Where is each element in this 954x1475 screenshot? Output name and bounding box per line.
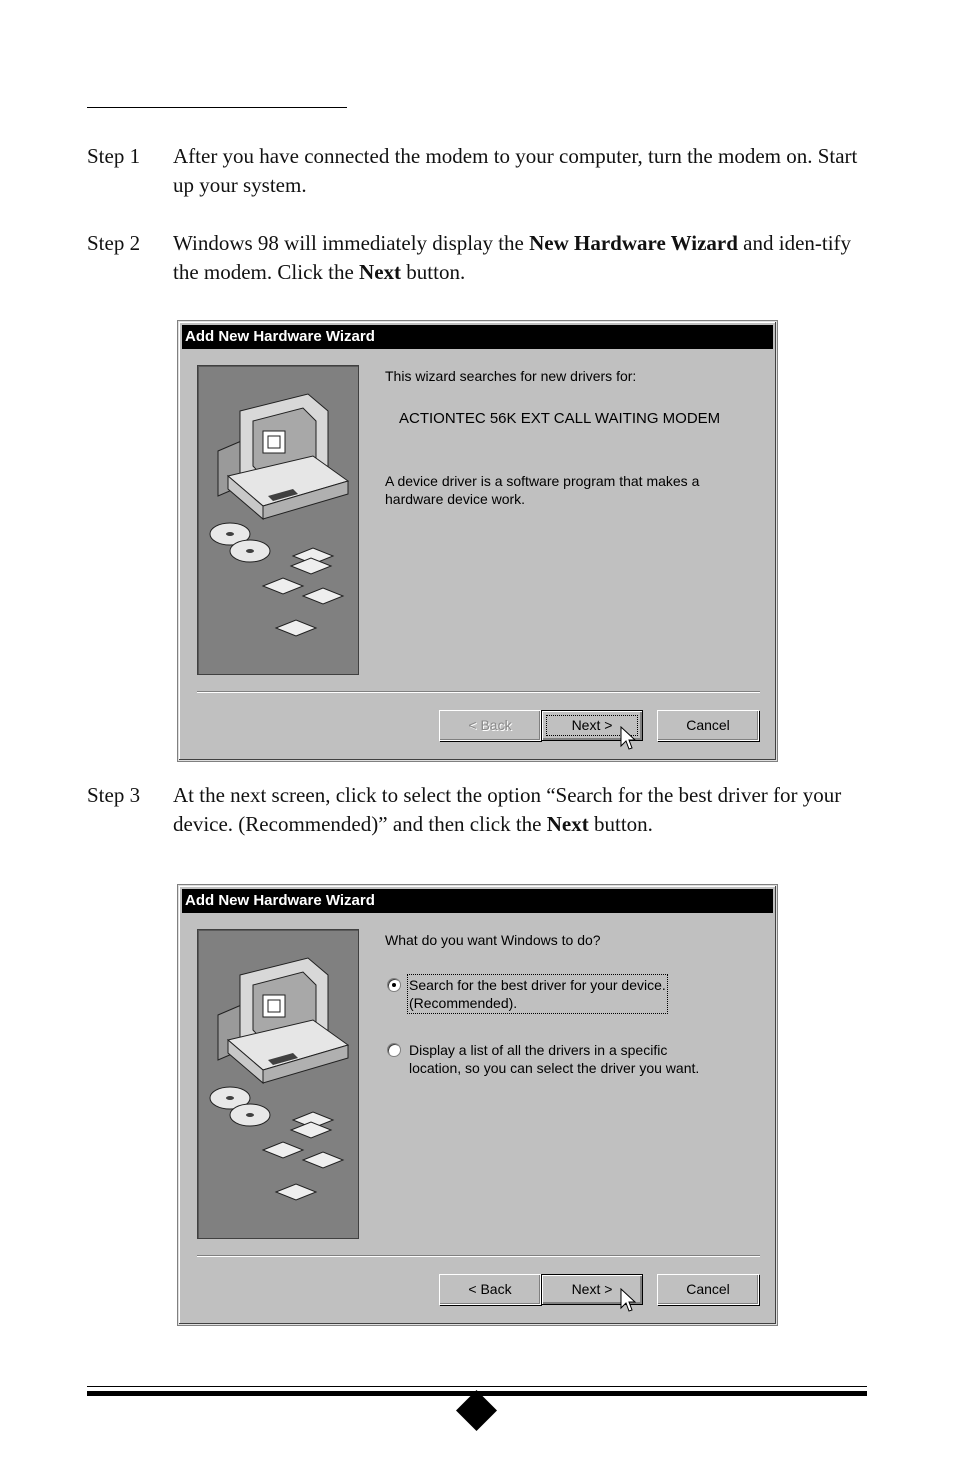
add-hardware-wizard-dialog-1 [178, 321, 777, 761]
diamond-ornament-icon [456, 1390, 497, 1431]
cancel-button[interactable]: Cancel [657, 1274, 759, 1305]
computer-disks-icon [198, 930, 358, 1238]
back-button[interactable]: < Back [439, 1274, 541, 1305]
step-3-text: At the next screen, click to select the option “Search for the best driver for your device. (Recommended)” and then click the Next button. [173, 783, 842, 836]
computer-disks-icon [198, 366, 358, 674]
next-label: Next > [571, 1281, 613, 1297]
footer-rule-thin [87, 1386, 867, 1387]
dialog-separator [197, 691, 760, 693]
dialog-title: Add New Hardware Wizard [182, 325, 773, 349]
cancel-button[interactable]: Cancel [657, 710, 759, 741]
step-1-label: Step 1 [87, 144, 141, 168]
back-button[interactable]: < Back [439, 710, 541, 741]
search-best-driver-label[interactable]: Search for the best driver for your device. (Recommended). [409, 977, 666, 1011]
device-name: ACTIONTEC 56K EXT CALL WAITING MODEM [399, 410, 721, 427]
question-text: What do you want Windows to do? [385, 932, 601, 948]
dialog-title: Add New Hardware Wizard [182, 889, 773, 913]
computer-disks-illustration [197, 929, 359, 1239]
step-3 [87, 781, 867, 839]
step-2 [87, 229, 867, 287]
step-2-text: Windows 98 will immediately display the New Hardware Wizard and iden-tify the modem. Click the Next button. [173, 231, 852, 284]
top-rule [87, 107, 347, 108]
step-2-label: Step 2 [87, 231, 141, 255]
driver-description: A device driver is a software program that makes a hardware device work. [385, 473, 700, 507]
mouse-pointer-icon [620, 726, 636, 752]
step-3-label: Step 3 [87, 783, 141, 807]
add-hardware-wizard-dialog-2 [178, 885, 777, 1325]
computer-disks-illustration [197, 365, 359, 675]
display-list-label[interactable]: Display a list of all the drivers in a specific location, so you can select the driver you want. [409, 1042, 700, 1076]
display-list-radio[interactable] [387, 1043, 401, 1057]
search-best-driver-radio[interactable] [387, 978, 401, 992]
radio-dot [392, 983, 396, 987]
mouse-pointer-icon [620, 1288, 636, 1314]
step-1-text: After you have connected the modem to your computer, turn the modem on. Start up your system. [173, 144, 858, 197]
dialog-separator [197, 1255, 760, 1257]
step-1 [87, 142, 867, 200]
intro-text: This wizard searches for new drivers for: [385, 368, 637, 384]
next-label: Next > [571, 717, 613, 733]
